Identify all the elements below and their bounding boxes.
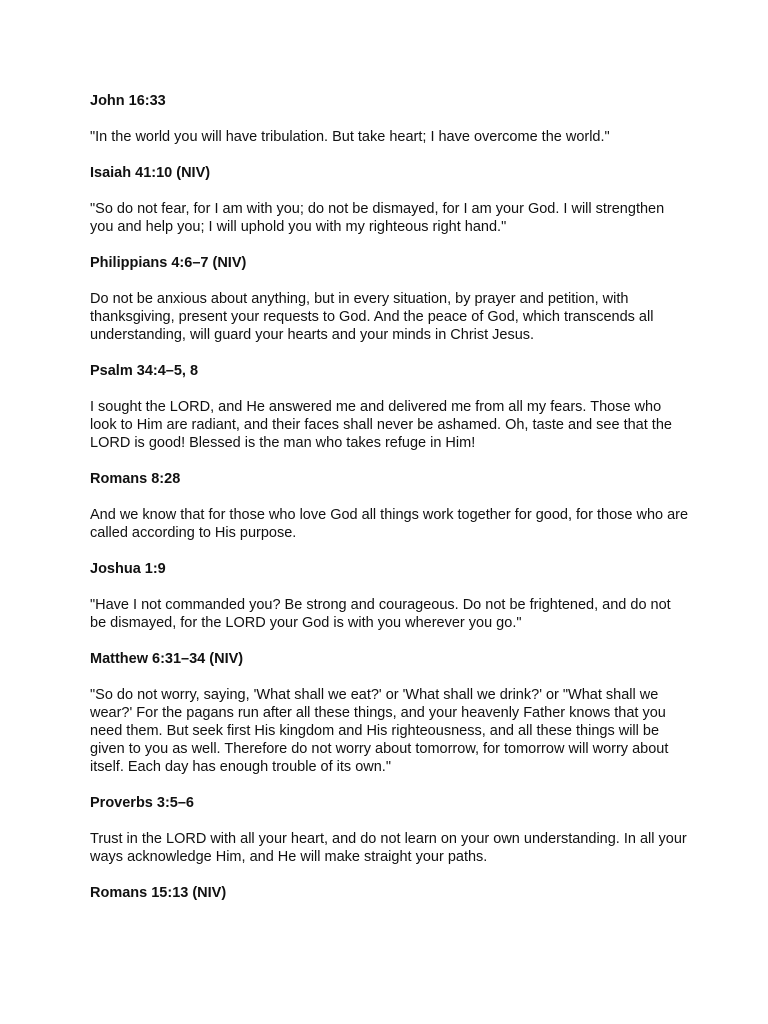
passage-text: Trust in the LORD with all your heart, and do not learn on your own understanding. In all your ways acknowledge Him, and He will make straight your paths.	[90, 831, 687, 865]
passage-reference: Romans 8:28	[90, 471, 181, 487]
passage-reference: Proverbs 3:5–6	[90, 795, 194, 811]
passage-text: "So do not worry, saying, 'What shall we eat?' or 'What shall we drink?' or "What shall we wear?' For the pagans run after all these things, and your heavenly Father knows that you need them. But seek first His kingdom and His righteousness, and all these things will be given to you as well. Therefore do not worry about tomorrow, for tomorrow will worry about itself. Each day has enough trouble of its own."	[90, 687, 669, 775]
passage	[90, 164, 690, 236]
passage-text: Do not be anxious about anything, but in every situation, by prayer and petition, with thanksgiving, present your requests to God. And the peace of God, which transcends all understanding, will guard your hearts and your minds in Christ Jesus.	[90, 291, 654, 343]
passage-reference: Isaiah 41:10 (NIV)	[90, 165, 211, 181]
passage	[90, 794, 690, 866]
passage-text: And we know that for those who love God all things work together for good, for those who are called according to His purpose.	[90, 507, 689, 541]
passage	[90, 650, 690, 776]
passage	[90, 884, 690, 902]
passage-reference: Romans 15:13 (NIV)	[90, 885, 227, 901]
passage-text: "Have I not commanded you? Be strong and courageous. Do not be frightened, and do not be dismayed, for the LORD your God is with you wherever you go."	[90, 597, 671, 631]
passage-reference: Joshua 1:9	[90, 561, 166, 577]
passage-reference: John 16:33	[90, 93, 166, 109]
passage-text: "So do not fear, for I am with you; do not be dismayed, for I am your God. I will strengthen you and help you; I will uphold you with my righteous right hand."	[90, 201, 665, 235]
passage-text: I sought the LORD, and He answered me and delivered me from all my fears. Those who look to Him are radiant, and their faces shall never be ashamed. Oh, taste and see that the LORD is good! Blessed is the man who takes refuge in Him!	[90, 399, 672, 451]
passage	[90, 470, 690, 542]
passage-reference: Matthew 6:31–34 (NIV)	[90, 651, 244, 667]
passage	[90, 254, 690, 344]
passage	[90, 362, 690, 452]
document-page	[90, 92, 690, 920]
passage-reference: Philippians 4:6–7 (NIV)	[90, 255, 247, 271]
passage	[90, 560, 690, 632]
passage	[90, 92, 690, 146]
passage-text: "In the world you will have tribulation. But take heart; I have overcome the world."	[90, 129, 610, 145]
passage-reference: Psalm 34:4–5, 8	[90, 363, 199, 379]
